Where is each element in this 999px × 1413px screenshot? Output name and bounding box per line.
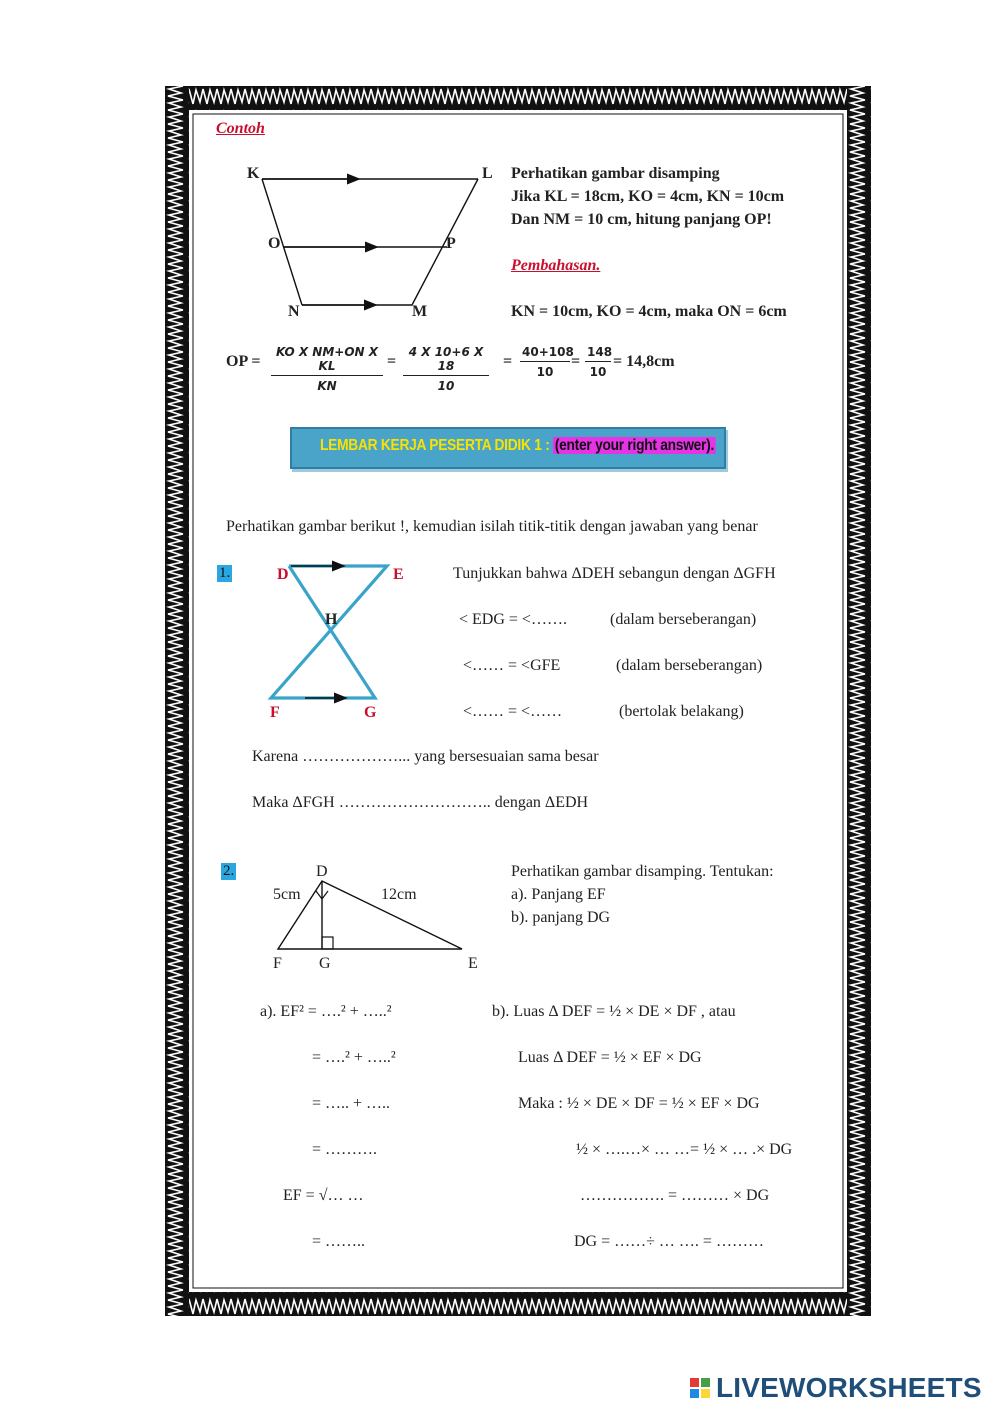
q2-prompt: Perhatikan gambar disamping. Tentukan:	[511, 863, 774, 880]
label-K: K	[247, 165, 260, 182]
q2b-line-4[interactable]: ½ × ….…× … …= ½ × … .× DG	[576, 1141, 793, 1158]
q2b-line-5[interactable]: ……………. = ……… × DG	[580, 1187, 770, 1204]
label-P: P	[446, 235, 456, 252]
q2a-line-1[interactable]: a). EF² = ….² + …..²	[260, 1003, 392, 1020]
label-O: O	[268, 235, 281, 252]
label-M: M	[412, 303, 428, 320]
q2a-line-3[interactable]: = ….. + …..	[312, 1095, 391, 1112]
q1-row3-expression[interactable]: <…… = <……	[463, 703, 563, 720]
banner-title: LEMBAR KERJA PESERTA DIDIK 1 :	[320, 437, 550, 454]
q2b-line-3: Maka : ½ × DE × DF = ½ × EF × DG	[518, 1095, 760, 1112]
q2b-line-2: Luas Δ DEF = ½ × EF × DG	[518, 1049, 702, 1066]
formula-fraction-4	[585, 345, 611, 379]
formula-f4-numerator: 148	[585, 345, 611, 362]
q1-label-G: G	[364, 704, 377, 721]
solution-heading: Pembahasan.	[511, 257, 601, 274]
formula-eq3: =	[571, 353, 581, 370]
q2-label-DE-length: 12cm	[381, 886, 417, 903]
q2a-line-5[interactable]: EF = √… …	[283, 1187, 364, 1204]
q2b-line-1: b). Luas Δ DEF = ½ × DE × DF , atau	[492, 1003, 736, 1020]
label-N: N	[288, 303, 300, 320]
label-L: L	[482, 165, 493, 182]
q2a-line-6[interactable]: = ……..	[312, 1233, 366, 1250]
instruction-text: Perhatikan gambar berikut !, kemudian isilah titik-titik dengan jawaban yang benar	[226, 518, 758, 535]
formula-f2-numerator: 4 X 10+6 X 18	[403, 345, 489, 376]
example-problem-line3: Dan NM = 10 cm, hitung panjang OP!	[511, 211, 772, 228]
q2a-line-2[interactable]: = ….² + …..²	[312, 1049, 396, 1066]
formula-f1-denominator: KN	[317, 379, 337, 393]
q1-maka-line[interactable]: Maka ΔFGH ……………………….. dengan ΔEDH	[252, 794, 589, 811]
q2-label-E: E	[468, 955, 478, 972]
q1-label-D: D	[277, 566, 289, 583]
q2-label-F: F	[273, 955, 282, 972]
banner-subtitle: (enter your right answer).	[554, 437, 715, 454]
formula-fraction-2	[403, 345, 489, 393]
example-problem-line2: Jika KL = 18cm, KO = 4cm, KN = 10cm	[511, 188, 785, 205]
q1-label-F: F	[270, 704, 280, 721]
q2-part-a: a). Panjang EF	[511, 886, 606, 903]
formula-eq1: =	[387, 353, 397, 370]
example-problem-line1: Perhatikan gambar disamping	[511, 165, 720, 182]
liveworksheets-logo-icon	[690, 1378, 710, 1398]
q2a-line-4[interactable]: = ……….	[312, 1141, 378, 1158]
q1-row1-note: (dalam berseberangan)	[610, 611, 757, 628]
q2-label-G: G	[319, 955, 331, 972]
q1-row3-note: (bertolak belakang)	[619, 703, 744, 720]
q1-label-E: E	[393, 566, 404, 583]
q1-label-H: H	[325, 611, 338, 628]
formula-f3-denominator: 10	[536, 365, 554, 379]
formula-result: = 14,8cm	[613, 353, 675, 370]
formula-fraction-1	[271, 345, 383, 393]
q1-row2-note: (dalam berseberangan)	[616, 657, 763, 674]
example-heading: Contoh	[216, 120, 265, 137]
q1-row1-expression[interactable]: < EDG = <…….	[459, 611, 567, 628]
q2-part-b: b). panjang DG	[511, 909, 611, 926]
q1-row2-expression[interactable]: <…… = <GFE	[463, 657, 561, 674]
q1-karena-line[interactable]: Karena ………………... yang bersesuaian sama besar	[252, 748, 599, 765]
q2-label-D: D	[316, 863, 328, 880]
formula-f3-numerator: 40+108	[520, 345, 570, 362]
banner-text	[320, 437, 716, 455]
formula-f1-numerator: KO X NM+ON X KL	[271, 345, 383, 376]
formula-eq2: =	[503, 353, 513, 370]
q1-number: 1.	[219, 565, 231, 581]
solution-line: KN = 10cm, KO = 4cm, maka ON = 6cm	[511, 303, 787, 320]
formula-f4-denominator: 10	[589, 365, 607, 379]
liveworksheets-watermark: LIVEWORKSHEETS	[716, 1372, 982, 1403]
formula-lhs: OP =	[226, 353, 261, 370]
q2-label-DF-length: 5cm	[273, 886, 301, 903]
q2b-line-6[interactable]: DG = ……÷ … …. = ………	[574, 1233, 764, 1250]
q2-number: 2.	[223, 863, 235, 879]
formula-fraction-3	[520, 345, 574, 379]
q1-prompt: Tunjukkan bahwa ΔDEH sebangun dengan ΔGFH	[453, 565, 776, 582]
formula-f2-denominator: 10	[437, 379, 455, 393]
